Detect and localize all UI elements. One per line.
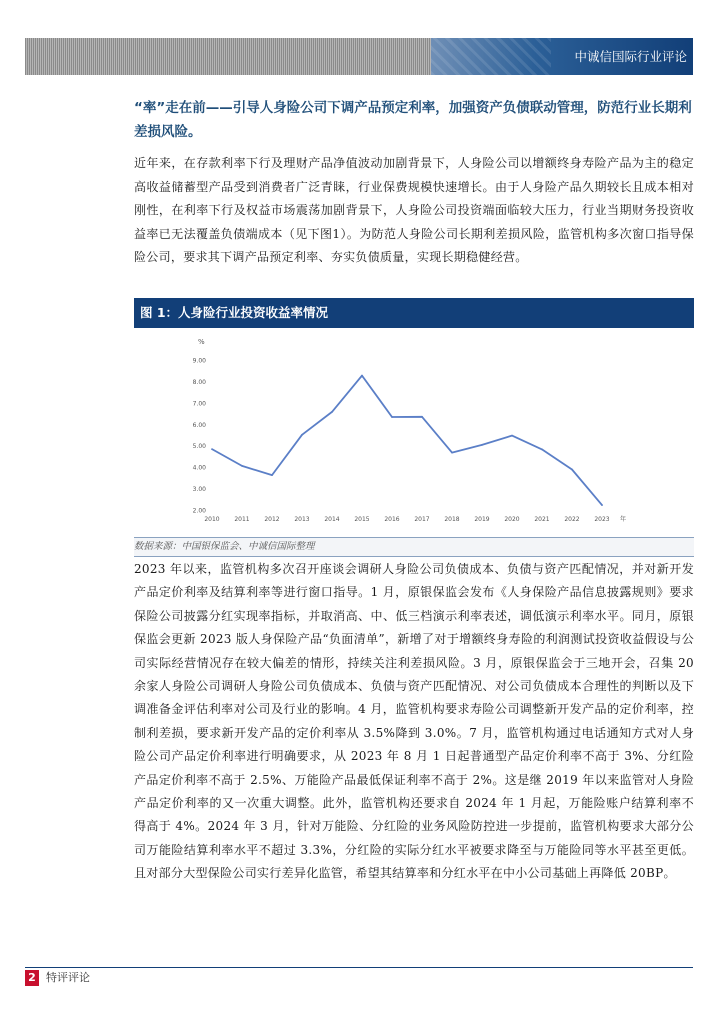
- data-point: [301, 434, 303, 436]
- x-tick-label: 2021: [534, 516, 550, 523]
- data-point: [361, 375, 363, 377]
- x-tick-label: 2023: [594, 516, 610, 523]
- lead-heading: “率”走在前——引导人身险公司下调产品预定利率，加强资产负债联动管理，防范行业长期利差损风险。: [134, 100, 692, 140]
- y-tick-label: 9.00: [192, 357, 206, 365]
- header-badge: [431, 38, 693, 75]
- x-tick-label: 2017: [414, 516, 430, 523]
- data-point: [241, 465, 243, 467]
- series-line: [212, 376, 602, 506]
- x-tick-label: 2012: [264, 516, 280, 523]
- x-tick-label: 2013: [294, 516, 310, 523]
- x-tick-label: 2020: [504, 516, 520, 523]
- header-bar: [25, 38, 693, 75]
- y-tick-label: 7.00: [192, 400, 206, 408]
- header-title: 中诚信国际行业评论: [574, 49, 687, 64]
- page-number: 2: [25, 970, 39, 986]
- y-tick-label: 3.00: [192, 486, 206, 494]
- data-point: [481, 444, 483, 446]
- y-tick-label: 4.00: [192, 464, 206, 472]
- line-chart: [134, 330, 694, 535]
- paragraph-regulation: 2023 年以来，监管机构多次召开座谈会调研人身险公司负债成本、负债与资产匹配情况，并对新开发产品定价利率及结算利率等进行窗口指导。1 月，原银保监会发布《人身保险产品信息披露规则》要求保险公司披露分红实现率指标，并取消高、中、低三档演示利率表述，调低演示利率水平。同月，原银保监会更新 2023 版人身保险产品“负面清单”，新增了对于增额终身寿险的利润测试投资收益假设与公司实际经营情况存在较大偏差的情形，持续关注利差损风险。3 月，原银保监会于三地开会，召集 20 余家人身险公司调研人身险公司负债成本、负债与资产匹配情况、对公司负债成本合理性的判断以及下调准备金评估利率对公司及行业的影响。4 月，监管机构要求寿险公司调整新开发产品的定价利率，控制利差损，要求新开发产品的定价利率从 3.5%降到 3.0%。7 月，监管机构通过电话通知方式对人身险公司产品定价利率进行明确要求，从 2023 年 8 月 1 日起普通型产品定价利率不高于 3%、分红险产品定价利率不高于 2.5%、万能险产品最低保证利率不高于 2%。这是继 2019 年以来监管对人身险产品定价利率的又一次重大调整。此外，监管机构还要求自 2024 年 1 月起，万能险账户结算利率不得高于 4%。2024 年 3 月，针对万能险、分红险的业务风险防控进一步提前，监管机构要求大部分公司万能险结算利率水平不超过 3.3%，分红险的实际分红水平被要求降至与万能险同等水平甚至更低。且对部分大型保险公司实行差异化监管，希望其结算率和分红水平在中小公司基础上再降低 20BP。: [134, 562, 694, 881]
- footer-label: 特评评论: [46, 971, 90, 984]
- data-point: [511, 435, 513, 437]
- header-pattern: [431, 38, 551, 75]
- data-point: [211, 448, 213, 450]
- x-tick-label: 2019: [474, 516, 490, 523]
- x-tick-label: 2022: [564, 516, 580, 523]
- footer-divider: [25, 967, 693, 968]
- y-unit-label: %: [198, 338, 205, 346]
- y-tick-label: 6.00: [192, 421, 206, 429]
- paragraph-intro: 近年来，在存款利率下行及理财产品净值波动加剧背景下，人身险公司以增额终身寿险产品为主的稳定高收益储蓄型产品受到消费者广泛青睐，行业保费规模快速增长。由于人身险产品久期较长且成本相对刚性，在利率下行及权益市场震荡加剧背景下，人身险公司投资端面临较大压力，行业当期财务投资收益率已无法覆盖负债端成本（见下图1）。为防范人身险公司长期利差损风险，监管机构多次窗口指导保险公司，要求其下调产品预定利率、夯实负债质量，实现长期稳健经营。: [134, 156, 694, 264]
- x-tick-label: 2018: [444, 516, 460, 523]
- x-tick-label: 2016: [384, 516, 400, 523]
- x-tick-label: 2011: [234, 516, 250, 523]
- x-tick-label: 2014: [324, 516, 340, 523]
- y-tick-label: 8.00: [192, 378, 206, 386]
- data-point: [331, 411, 333, 413]
- x-axis-suffix: 年: [620, 516, 627, 523]
- data-point: [451, 452, 453, 454]
- data-point: [421, 416, 423, 418]
- x-tick-label: 2015: [354, 516, 370, 523]
- chart-container: [134, 330, 694, 535]
- data-point: [571, 469, 573, 471]
- x-tick-label: 2010: [204, 516, 220, 523]
- y-tick-label: 5.00: [192, 443, 206, 451]
- y-tick-label: 2.00: [192, 507, 206, 515]
- figure-title: 图 1：人身险行业投资收益率情况: [134, 298, 694, 328]
- data-point: [271, 474, 273, 476]
- figure-source: 数据来源：中国银保监会、中诚信国际整理: [134, 537, 694, 557]
- data-point: [391, 416, 393, 418]
- data-point: [541, 448, 543, 450]
- data-point: [601, 504, 603, 506]
